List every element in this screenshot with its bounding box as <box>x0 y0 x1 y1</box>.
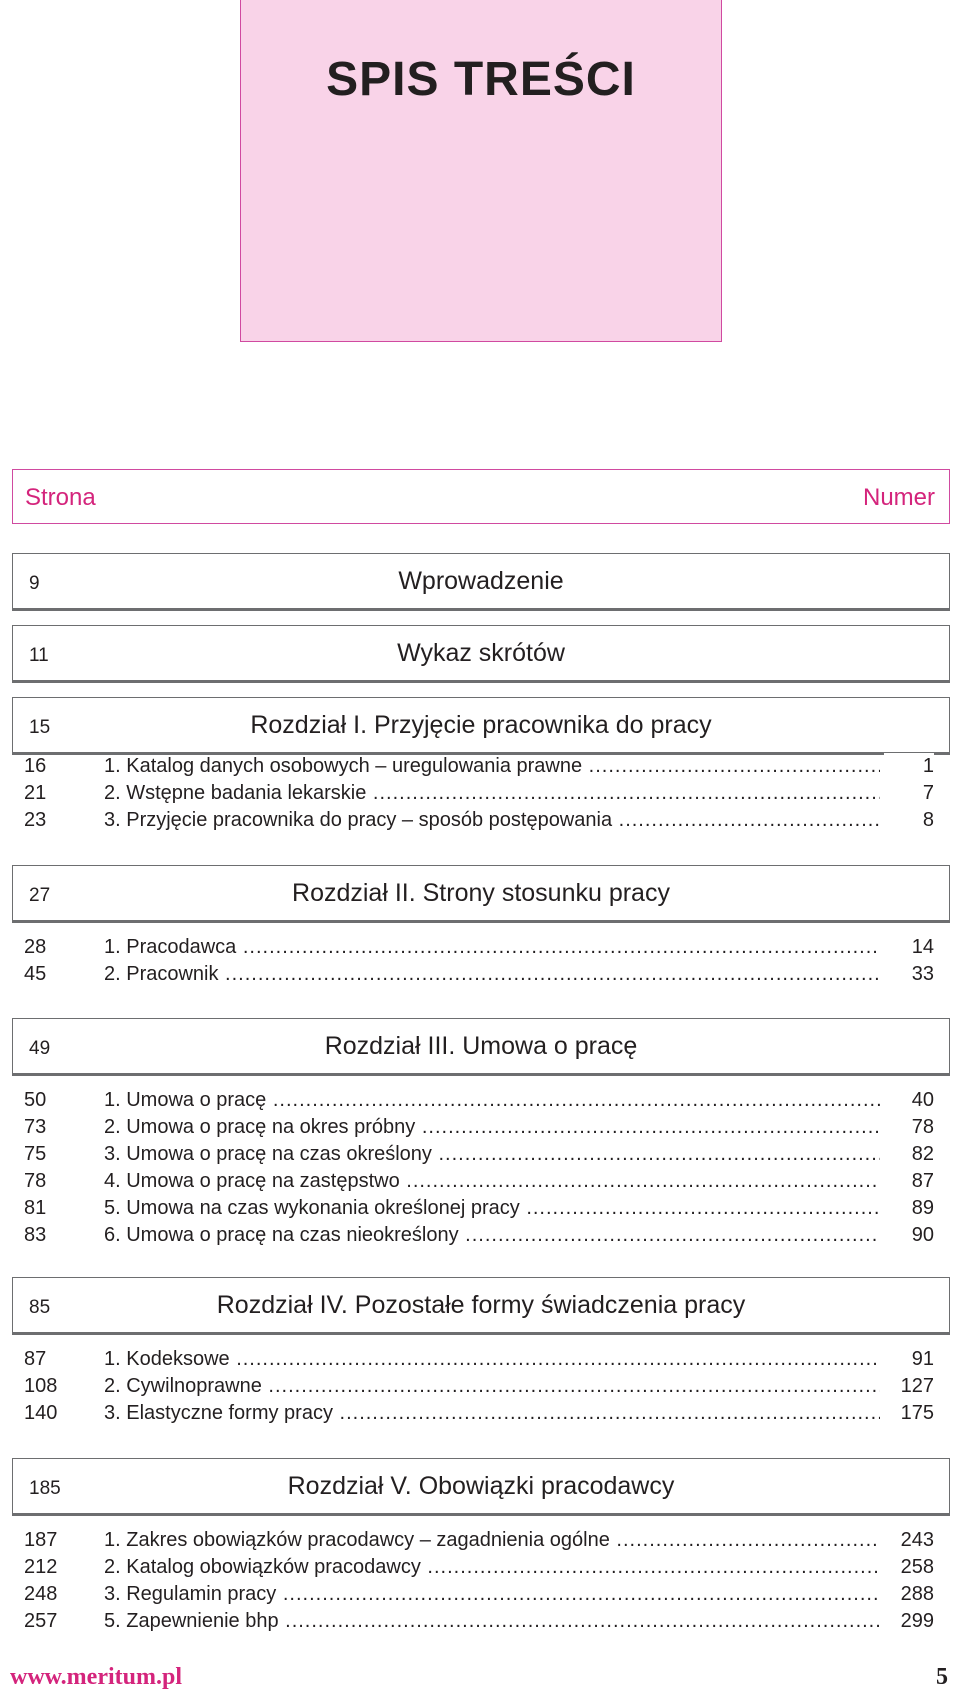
entry-number: 7 <box>884 780 934 807</box>
entry-label: 4. Umowa o pracę na zastępstwo ..... <box>104 1168 880 1195</box>
entry-page: 23 <box>24 809 47 831</box>
chapter-title: Rozdział I. Przyjęcie pracownika do pracy <box>250 711 712 739</box>
chapter-page: 27 <box>29 885 51 906</box>
entry-label: 2. Pracownik ..... <box>104 961 880 988</box>
list-item[interactable] <box>0 1114 960 1141</box>
list-item[interactable] <box>0 961 960 988</box>
chapter-title: Rozdział IV. Pozostałe formy świadczenia pracy <box>216 1291 746 1319</box>
entry-list <box>0 934 960 988</box>
list-item[interactable] <box>0 1373 960 1400</box>
header-strona: Strona <box>25 484 96 511</box>
entry-number: 78 <box>884 1114 934 1141</box>
entry-page: 78 <box>24 1170 47 1192</box>
entry-label: 1. Katalog danych osobowych – uregulowania prawne ..... <box>104 753 880 780</box>
entry-page: 187 <box>24 1529 58 1551</box>
entry-number: 91 <box>884 1346 934 1373</box>
entry-label: 1. Pracodawca ..... <box>104 934 880 961</box>
entry-page: 50 <box>24 1089 47 1111</box>
list-item[interactable] <box>0 1554 960 1581</box>
entry-number: 127 <box>884 1373 934 1400</box>
chapter-page: 15 <box>29 717 51 738</box>
entry-list <box>0 1527 960 1635</box>
entry-page: 45 <box>24 963 47 985</box>
entry-number: 258 <box>884 1554 934 1581</box>
chapter-box[interactable] <box>12 1277 950 1333</box>
entry-number: 299 <box>884 1608 934 1635</box>
chapter-box[interactable] <box>12 865 950 921</box>
list-item[interactable] <box>0 807 960 834</box>
chapter-page: 85 <box>29 1297 51 1318</box>
entry-page: 21 <box>24 782 47 804</box>
footer-site-link[interactable]: www.meritum.pl <box>10 1664 182 1690</box>
list-item[interactable] <box>0 1346 960 1373</box>
entry-page: 140 <box>24 1402 58 1424</box>
entry-label: 2. Katalog obowiązków pracodawcy ..... <box>104 1554 880 1581</box>
entry-page: 73 <box>24 1116 47 1138</box>
entry-label: 3. Przyjęcie pracownika do pracy – sposób postępowania ..... <box>104 807 880 834</box>
list-item[interactable] <box>0 780 960 807</box>
entry-label: 6. Umowa o pracę na czas nieokreślony ..... <box>104 1222 880 1249</box>
list-item[interactable] <box>0 1168 960 1195</box>
chapter-page: 49 <box>29 1038 51 1059</box>
entry-label: 3. Umowa o pracę na czas określony ..... <box>104 1141 880 1168</box>
entry-label: 3. Elastyczne formy pracy ..... <box>104 1400 880 1427</box>
page-title: SPIS TREŚCI <box>326 53 636 106</box>
entry-number: 87 <box>884 1168 934 1195</box>
chapter-page: 11 <box>29 645 49 666</box>
list-item[interactable] <box>0 753 960 780</box>
list-item[interactable] <box>0 1581 960 1608</box>
entry-label: 2. Umowa o pracę na okres próbny ..... <box>104 1114 880 1141</box>
list-item[interactable] <box>0 1222 960 1249</box>
entry-number: 89 <box>884 1195 934 1222</box>
entry-page: 83 <box>24 1224 47 1246</box>
entry-number: 1 <box>884 753 934 780</box>
entry-number: 175 <box>884 1400 934 1427</box>
chapter-page: 9 <box>29 573 40 594</box>
list-item[interactable] <box>0 934 960 961</box>
header-numer: Numer <box>862 484 935 511</box>
entry-page: 81 <box>24 1197 47 1219</box>
entry-number: 33 <box>884 961 934 988</box>
chapter-title: Wprowadzenie <box>398 567 564 595</box>
entry-number: 243 <box>884 1527 934 1554</box>
list-item[interactable] <box>0 1527 960 1554</box>
entry-number: 288 <box>884 1581 934 1608</box>
entry-page: 248 <box>24 1583 58 1605</box>
entry-page: 257 <box>24 1610 58 1632</box>
entry-list <box>0 1346 960 1427</box>
entry-label: 1. Kodeksowe ..... <box>104 1346 880 1373</box>
entry-label: 2. Wstępne badania lekarskie ..... <box>104 780 880 807</box>
chapter-title: Wykaz skrótów <box>397 639 565 667</box>
chapter-box[interactable] <box>12 625 950 681</box>
entry-label: 3. Regulamin pracy ..... <box>104 1581 880 1608</box>
entry-label: 1. Zakres obowiązków pracodawcy – zagadnienia ogólne ..... <box>104 1527 880 1554</box>
entry-page: 87 <box>24 1348 47 1370</box>
entry-number: 40 <box>884 1087 934 1114</box>
chapter-box[interactable] <box>12 553 950 609</box>
entry-page: 212 <box>24 1556 58 1578</box>
entry-number: 8 <box>884 807 934 834</box>
toc-header <box>12 469 950 524</box>
entry-label: 5. Umowa na czas wykonania określonej pracy ..... <box>104 1195 880 1222</box>
chapter-title: Rozdział V. Obowiązki pracodawcy <box>287 1472 675 1500</box>
entry-number: 14 <box>884 934 934 961</box>
footer-page-number: 5 <box>936 1664 948 1690</box>
entry-label: 2. Cywilnoprawne ..... <box>104 1373 880 1400</box>
entry-list <box>0 1087 960 1249</box>
title-box <box>240 0 722 342</box>
chapter-page: 185 <box>29 1478 61 1499</box>
entry-page: 75 <box>24 1143 47 1165</box>
entry-label: 5. Zapewnienie bhp ..... <box>104 1608 880 1635</box>
entry-list <box>0 753 960 834</box>
entry-number: 82 <box>884 1141 934 1168</box>
list-item[interactable] <box>0 1141 960 1168</box>
chapter-title: Rozdział III. Umowa o pracę <box>324 1032 638 1060</box>
list-item[interactable] <box>0 1608 960 1635</box>
entry-page: 28 <box>24 936 47 958</box>
chapter-box[interactable] <box>12 1018 950 1074</box>
list-item[interactable] <box>0 1400 960 1427</box>
list-item[interactable] <box>0 1087 960 1114</box>
chapter-title: Rozdział II. Strony stosunku pracy <box>292 879 670 907</box>
entry-number: 90 <box>884 1222 934 1249</box>
chapter-box[interactable] <box>12 697 950 753</box>
list-item[interactable] <box>0 1195 960 1222</box>
entry-label: 1. Umowa o pracę ..... <box>104 1087 880 1114</box>
entry-page: 108 <box>24 1375 58 1397</box>
entry-page: 16 <box>24 755 47 777</box>
chapter-box[interactable] <box>12 1458 950 1514</box>
